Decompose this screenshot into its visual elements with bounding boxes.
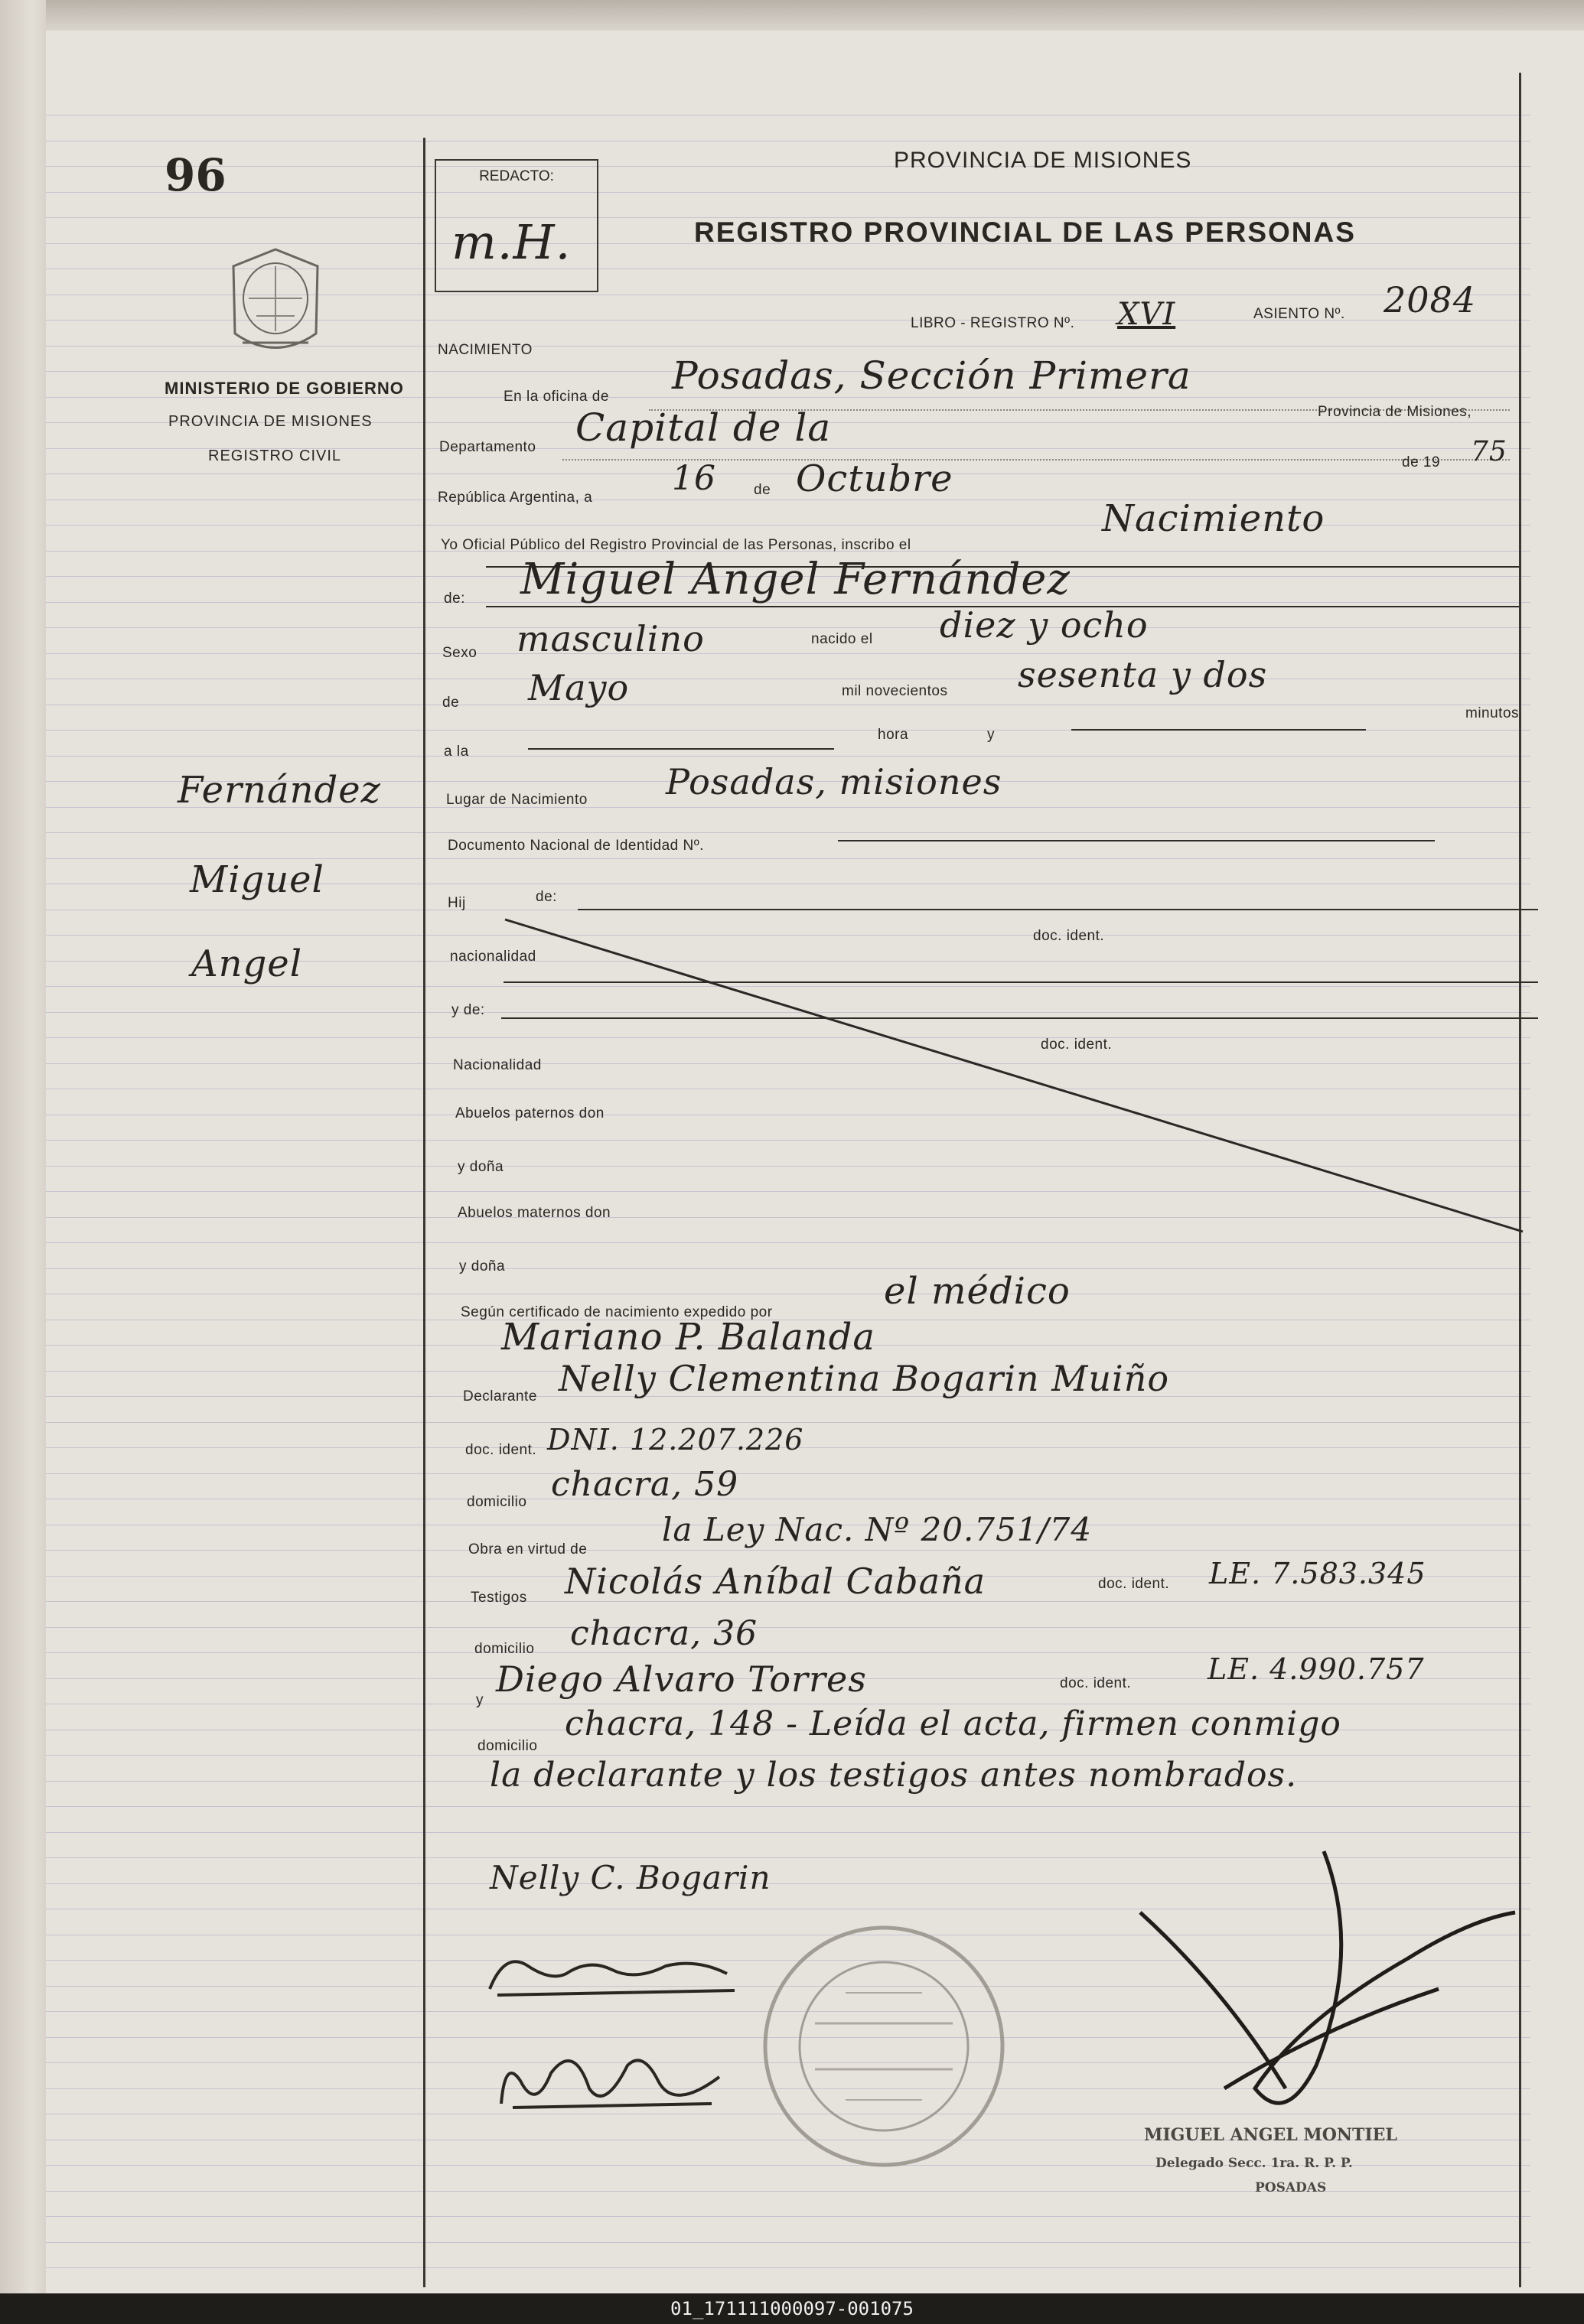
mil-novecientos-label: mil novecientos <box>842 683 948 699</box>
medico-name-value: Mariano P. Balanda <box>501 1316 875 1359</box>
ruled-line <box>46 1550 1530 1551</box>
ruled-line <box>46 166 1530 167</box>
y-dona-label-2: y doña <box>459 1258 506 1274</box>
dni-label: Documento Nacional de Identidad Nº. <box>448 838 704 854</box>
declarante-signature: Nelly C. Bogarin <box>490 1859 771 1896</box>
lugar-label: Lugar de Nacimiento <box>446 792 588 808</box>
ministry-name: MINISTERIO DE GOBIERNO <box>165 379 404 398</box>
official-city: POSADAS <box>1255 2180 1327 2195</box>
birth-month-value: Mayo <box>528 667 630 708</box>
hijo-label: Hij <box>448 895 466 911</box>
official-title: Delegado Secc. 1ra. R. P. P. <box>1155 2156 1353 2171</box>
domicilio-label-3: domicilio <box>477 1738 538 1754</box>
page-binding <box>0 0 46 2293</box>
minutos-line <box>1071 729 1366 731</box>
ruled-line <box>46 832 1530 833</box>
province-field-label: Provincia de Misiones, <box>1318 404 1472 420</box>
stamp-seal-icon <box>765 1928 1002 2165</box>
certificado-value: el médico <box>884 1270 1071 1313</box>
margin-surname: Fernández <box>178 769 381 812</box>
domicilio-label-2: domicilio <box>474 1641 535 1657</box>
declarante-dni-value: DNI. 12.207.226 <box>547 1423 804 1457</box>
ruled-line <box>46 756 1530 757</box>
doc-ident-label-5: doc. ident. <box>1060 1675 1132 1691</box>
testigo1-doc-value: LE. 7.583.345 <box>1209 1557 1426 1590</box>
lugar-value: Posadas, misiones <box>666 761 1002 802</box>
registry-stamp <box>754 1916 1014 2176</box>
declarante-label: Declarante <box>463 1388 537 1404</box>
dni-line <box>838 840 1435 841</box>
ruled-line <box>46 1242 1530 1243</box>
domicilio-label-1: domicilio <box>467 1494 527 1510</box>
ministry-office: REGISTRO CIVIL <box>208 448 342 464</box>
year-prefix-label: de 19 <box>1402 454 1441 470</box>
ruled-line <box>46 2242 1530 2243</box>
redacto-box <box>435 159 598 292</box>
de-label-2: de: <box>444 591 465 607</box>
child-name-value: Miguel Angel Fernández <box>520 555 1071 604</box>
ruled-line <box>46 1268 1530 1269</box>
ruled-line <box>46 141 1530 142</box>
month-value: Octubre <box>796 457 953 500</box>
registry-title: REGISTRO PROVINCIAL DE LAS PERSONAS <box>694 216 1356 248</box>
declarante-value: Nelly Clementina Bogarin Muiño <box>559 1358 1170 1399</box>
image-id-footer: 01_171111000097-001075 <box>0 2293 1584 2324</box>
province-title: PROVINCIA DE MISIONES <box>894 148 1192 173</box>
doc-ident-label-4: doc. ident. <box>1098 1576 1170 1592</box>
redacto-label: REDACTO: <box>479 168 554 184</box>
a-la-label: a la <box>444 744 469 760</box>
left-margin-rule <box>423 138 425 2287</box>
closing-line-2: la declarante y los testigos antes nombrados. <box>490 1756 1298 1795</box>
certificado-label: Según certificado de nacimiento expedido por <box>461 1304 773 1320</box>
nacionalidad-label-2: Nacionalidad <box>453 1057 542 1073</box>
sexo-label: Sexo <box>442 645 477 661</box>
departamento-label: Departamento <box>439 439 536 455</box>
abuelos-maternos-label: Abuelos maternos don <box>458 1205 611 1221</box>
republica-label: República Argentina, a <box>438 490 593 506</box>
ruled-line <box>46 2216 1530 2217</box>
oficina-label: En la oficina de <box>504 389 609 405</box>
ruled-line <box>46 653 1530 654</box>
cancel-diagonal-line <box>490 910 1530 1239</box>
obra-value: la Ley Nac. Nº 20.751/74 <box>662 1511 1093 1548</box>
minutos-label: minutos <box>1465 705 1520 721</box>
doc-ident-label-1: doc. ident. <box>1033 928 1105 944</box>
margin-second-name: Angel <box>191 942 303 985</box>
ruled-line <box>46 2267 1530 2268</box>
nacido-label: nacido el <box>811 631 873 647</box>
doc-ident-label-3: doc. ident. <box>465 1442 537 1458</box>
day-value: 16 <box>672 459 716 498</box>
margin-first-name: Miguel <box>190 858 324 901</box>
ruled-line <box>46 1832 1530 1833</box>
testigo2-name-value: Diego Alvaro Torres <box>496 1658 867 1700</box>
year-suffix-value: 75 <box>1471 436 1507 467</box>
official-signature <box>1133 1836 1530 2157</box>
departamento-value: Capital de la <box>575 405 832 450</box>
y-label-1: y <box>987 727 995 743</box>
ruled-line <box>46 115 1530 116</box>
de-label-4: de: <box>536 889 557 905</box>
page-top-edge <box>0 0 1584 31</box>
y-label-2: y <box>476 1692 484 1708</box>
coat-of-arms-icon <box>233 249 318 348</box>
oficina-value: Posadas, Sección Primera <box>672 353 1191 398</box>
declarante-domicilio-value: chacra, 59 <box>551 1465 739 1504</box>
asiento-value: 2084 <box>1384 279 1477 321</box>
testigo1-domicilio-value: chacra, 36 <box>570 1614 758 1653</box>
ruled-line <box>46 192 1530 193</box>
hora-label: hora <box>878 727 909 743</box>
testigo2-doc-value: LE. 4.990.757 <box>1208 1652 1425 1686</box>
abuelos-paternos-label: Abuelos paternos don <box>455 1105 605 1121</box>
nacionalidad-label-1: nacionalidad <box>450 949 536 965</box>
birth-year-value: sesenta y dos <box>1018 654 1268 695</box>
ruled-line <box>46 1473 1530 1474</box>
doc-ident-label-2: doc. ident. <box>1041 1037 1113 1053</box>
asiento-label: ASIENTO Nº. <box>1253 306 1345 322</box>
testigo1-signature <box>482 1935 742 2004</box>
obra-label: Obra en virtud de <box>468 1541 588 1557</box>
testigo1-name-value: Nicolás Aníbal Cabaña <box>565 1561 986 1602</box>
ruled-line <box>46 627 1530 628</box>
act-type-label: NACIMIENTO <box>438 342 533 358</box>
oficial-label: Yo Oficial Público del Registro Provincial de las Personas, inscribo el <box>441 537 911 553</box>
birth-day-value: diez y ocho <box>940 604 1149 646</box>
ruled-line <box>46 1806 1530 1807</box>
testigos-label: Testigos <box>471 1590 527 1606</box>
de-label-3: de <box>442 695 460 711</box>
closing-line-1: chacra, 148 - Leída el acta, firmen conmigo <box>565 1704 1341 1743</box>
y-de-label: y de: <box>451 1002 485 1018</box>
sexo-value: masculino <box>517 618 705 659</box>
hora-line <box>528 748 834 750</box>
y-dona-label-1: y doña <box>458 1159 504 1175</box>
testigo2-signature <box>490 2035 735 2119</box>
official-name: MIGUEL ANGEL MONTIEL <box>1144 2125 1397 2145</box>
page-number: 96 <box>165 149 227 201</box>
ministry-province: PROVINCIA DE MISIONES <box>168 413 373 430</box>
inscripcion-value: Nacimiento <box>1102 497 1325 540</box>
ruled-line <box>46 1627 1530 1628</box>
libro-label: LIBRO - REGISTRO Nº. <box>911 315 1075 331</box>
redacto-initials: m.H. <box>451 214 572 270</box>
de-label-1: de <box>754 482 771 498</box>
libro-value: XVI <box>1117 297 1176 332</box>
coat-of-arms-seal <box>226 243 325 366</box>
